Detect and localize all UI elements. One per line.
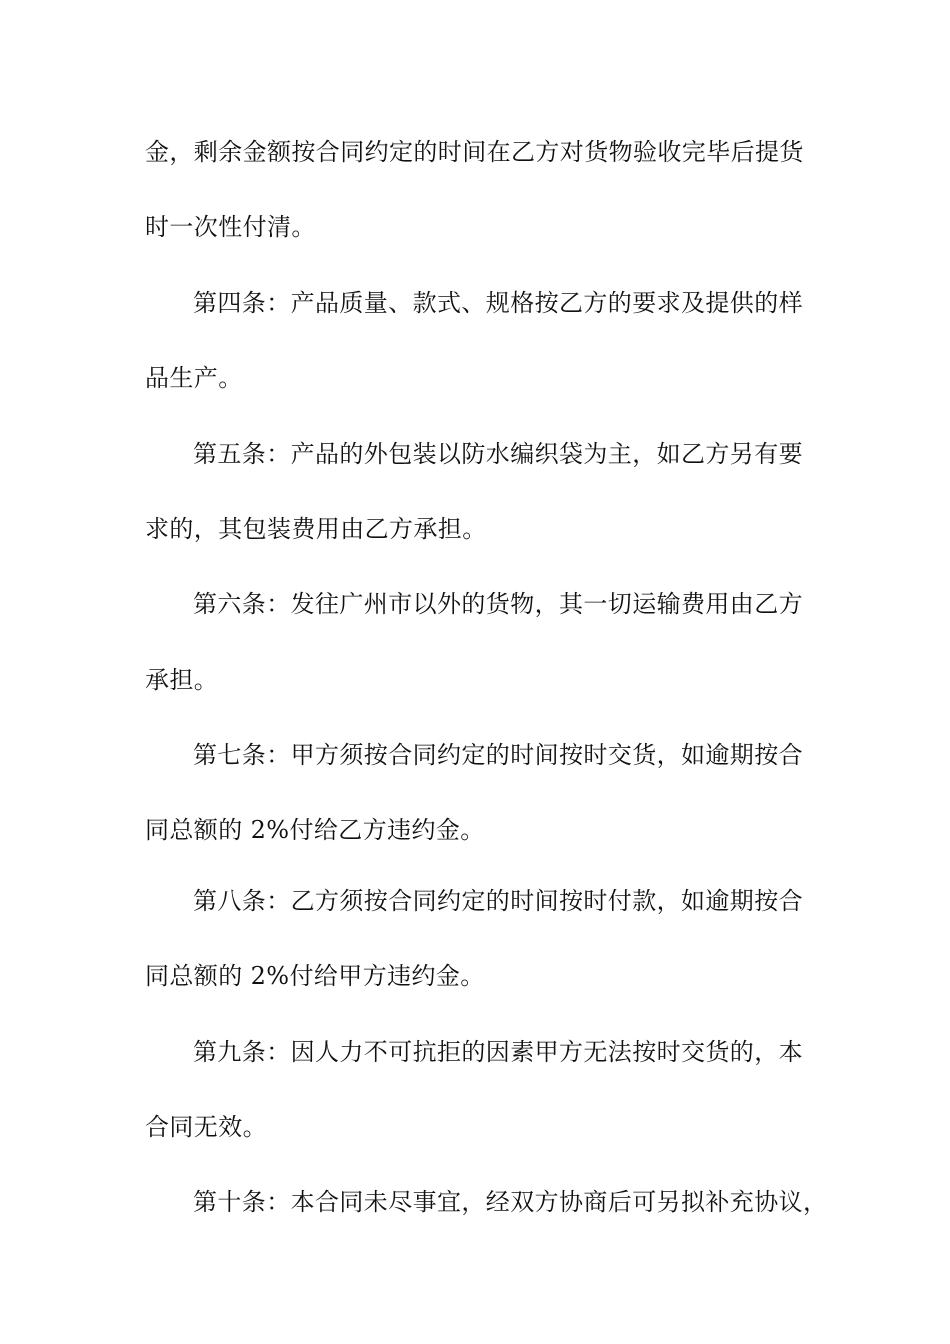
clause-5-line-1: 第五条：产品的外包装以防水编织袋为主，如乙方另有要 <box>193 440 803 468</box>
clause-9-line-1: 第九条：因人力不可抗拒的因素甲方无法按时交货的，本 <box>193 1038 803 1066</box>
clause-6-line-1: 第六条：发往广州市以外的货物，其一切运输费用由乙方 <box>193 590 803 618</box>
clause-4-line-1: 第四条：产品质量、款式、规格按乙方的要求及提供的样 <box>193 289 803 317</box>
clause-8-line-2: 同总额的 2%付给甲方违约金。 <box>145 962 485 990</box>
clause-9-line-2: 合同无效。 <box>145 1113 267 1141</box>
text-line: 金，剩余金额按合同约定的时间在乙方对货物验收完毕后提货 <box>145 138 804 166</box>
clause-6-line-2: 承担。 <box>145 666 219 694</box>
clause-5-line-2: 求的，其包装费用由乙方承担。 <box>145 515 487 543</box>
text-line: 时一次性付清。 <box>145 213 316 241</box>
clause-7-line-1: 第七条：甲方须按合同约定的时间按时交货，如逾期按合 <box>193 741 803 769</box>
clause-7-line-2: 同总额的 2%付给乙方违约金。 <box>145 816 485 844</box>
clause-4-line-2: 品生产。 <box>145 364 243 392</box>
clause-8-line-1: 第八条：乙方须按合同约定的时间按时付款，如逾期按合 <box>193 887 803 915</box>
clause-10-line-1: 第十条：本合同未尽事宜，经双方协商后可另拟补充协议， <box>193 1188 828 1216</box>
